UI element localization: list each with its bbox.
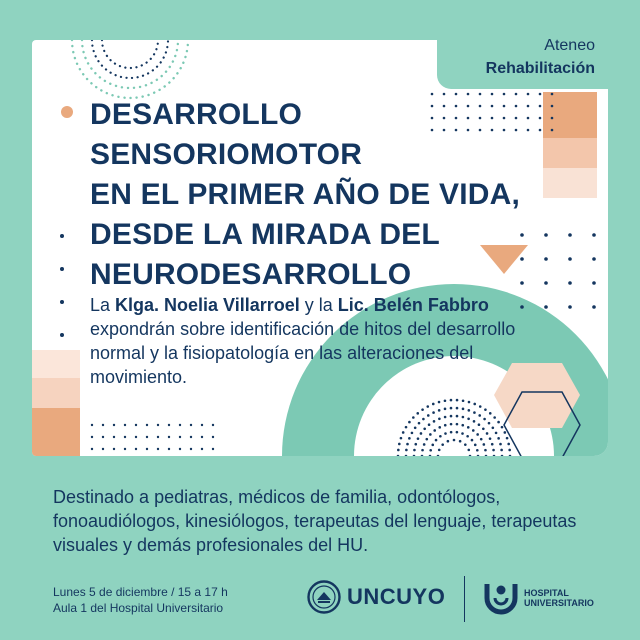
speaker-1: Klga. Noelia Villarroel: [115, 295, 300, 315]
decor-dot: [450, 407, 453, 410]
desc-mid: y la: [299, 295, 338, 315]
badge-label-category: Rehabilitación: [485, 60, 595, 77]
decor-dot: [438, 409, 441, 412]
decor-dot: [551, 105, 554, 108]
decor-dot: [462, 416, 465, 419]
decor-dot: [568, 305, 572, 309]
decor-dot: [450, 423, 453, 426]
decor-dot: [435, 439, 438, 442]
decor-dot: [102, 448, 104, 450]
decor-dot: [179, 436, 181, 438]
decor-dot: [568, 257, 572, 261]
decor-dot: [527, 129, 530, 132]
title-line-1: DESARROLLO: [90, 98, 302, 131]
decor-dot: [450, 415, 453, 418]
decor-dot: [592, 257, 596, 261]
decor-dot: [438, 426, 441, 429]
decor-dot: [492, 426, 495, 429]
speakers-description: [90, 293, 530, 389]
decor-dot: [444, 416, 447, 419]
decor-dot: [426, 405, 429, 408]
uncuyo-emblem-icon: [307, 580, 341, 614]
decor-dot: [146, 436, 148, 438]
title-line-5: NEURODESARROLLO: [90, 258, 412, 291]
decor-dot: [544, 281, 548, 285]
decor-dot: [493, 416, 496, 419]
decor-dot: [551, 129, 554, 132]
decor-dot: [428, 423, 431, 426]
decor-dot: [480, 438, 483, 441]
decor-dot: [433, 429, 436, 432]
decor-dot: [421, 449, 424, 452]
hospital-line-1: HOSPITAL: [524, 588, 569, 598]
decor-dot: [488, 422, 491, 425]
decor-dot: [592, 281, 596, 285]
decor-dot: [450, 431, 453, 434]
decor-dot: [508, 449, 511, 452]
decor-dot: [168, 436, 170, 438]
decor-dot: [501, 426, 504, 429]
decor-dot: [190, 436, 192, 438]
decor-dot: [482, 427, 485, 430]
event-info: [53, 584, 228, 616]
decor-dot: [444, 399, 447, 402]
decor-dot: [438, 401, 441, 404]
decor-dot: [551, 117, 554, 120]
decor-dot: [520, 281, 524, 285]
decor-dot: [544, 305, 548, 309]
decor-dot: [497, 437, 500, 440]
decor-dot: [468, 409, 471, 412]
category-tab: [437, 25, 608, 89]
decor-dot: [484, 408, 487, 411]
logo-divider: [464, 576, 465, 622]
decor-dot: [423, 443, 426, 446]
decor-dot: [456, 407, 459, 410]
decor-dot: [438, 417, 441, 420]
decor-dot: [473, 411, 476, 414]
decor-dot: [453, 439, 456, 442]
event-location: Aula 1 del Hospital Universitario: [53, 601, 224, 615]
decor-dot: [433, 420, 436, 423]
decor-dot: [478, 414, 481, 417]
desc-pre: La: [90, 295, 116, 315]
decor-dot: [135, 436, 137, 438]
decor-dot: [439, 435, 442, 438]
decor-dot: [113, 424, 115, 426]
decor-dot: [495, 432, 498, 435]
decor-dot: [212, 448, 214, 450]
decor-dot: [489, 412, 492, 415]
decor-dot: [420, 432, 423, 435]
decor-dot: [408, 437, 411, 440]
title-line-2: SENSORIOMOTOR: [90, 138, 363, 171]
decor-dot: [398, 443, 401, 446]
decor-dot: [520, 233, 524, 237]
decor-dot: [476, 449, 479, 452]
decor-dot: [179, 424, 181, 426]
decor-dot: [157, 436, 159, 438]
decor-dot: [489, 437, 492, 440]
decor-dot: [91, 424, 93, 426]
decor-dot: [483, 418, 486, 421]
decor-dot: [146, 424, 148, 426]
decor-dot: [499, 443, 502, 446]
badge-label-ateneo: Ateneo: [544, 37, 595, 54]
decor-dot: [527, 93, 530, 96]
decor-dot: [190, 424, 192, 426]
decor-dot: [444, 424, 447, 427]
decor-dot: [467, 449, 470, 452]
decor-dot: [201, 448, 203, 450]
decor-dot: [520, 257, 524, 261]
decor-dot: [418, 422, 421, 425]
decor-dot: [544, 233, 548, 237]
decor-dot: [438, 449, 441, 452]
decor-dot: [506, 437, 509, 440]
decor-dot: [408, 421, 411, 424]
decor-dot: [444, 432, 447, 435]
hospital-wordmark: [524, 588, 594, 608]
audience-text: Destinado a pediatras, médicos de familia, odontólogos, fonoaudiólogos, kinesiólogos, terapeutas del lenguaje, terapeutas visuales y demás profesionales del HU.: [53, 487, 577, 555]
decor-dot: [456, 423, 459, 426]
decor-dot: [539, 129, 542, 132]
decor-dot: [416, 412, 419, 415]
decor-dot: [462, 399, 465, 402]
decor-dot: [484, 449, 487, 452]
decor-dot: [456, 431, 459, 434]
decor-dot: [429, 433, 432, 436]
decor-dot: [592, 233, 596, 237]
title-line-3: EN EL PRIMER AÑO DE VIDA,: [90, 178, 521, 211]
desc-rest: expondrán sobre identificación de hitos del desarrollo normal y la fisiopatología en las alteraciones del movimiento.: [90, 319, 516, 387]
decor-dot: [461, 424, 464, 427]
decor-dot: [425, 438, 428, 441]
decor-dot: [400, 437, 403, 440]
decor-dot: [201, 424, 203, 426]
decor-dot: [402, 431, 405, 434]
decor-dot: [504, 431, 507, 434]
decor-dot: [444, 408, 447, 411]
event-date-time: Lunes 5 de diciembre / 15 a 17 h: [53, 585, 228, 599]
decor-dot: [423, 427, 426, 430]
decor-dot: [483, 443, 486, 446]
decor-dot: [413, 449, 416, 452]
decor-dot: [527, 105, 530, 108]
hospital-emblem-icon: [482, 580, 520, 616]
hospital-line-2: UNIVERSITARIO: [524, 598, 594, 608]
decor-dot: [432, 411, 435, 414]
decor-dot: [212, 424, 214, 426]
decor-dot: [168, 424, 170, 426]
uncuyo-wordmark: UNCUYO: [347, 584, 446, 609]
decor-dot: [124, 448, 126, 450]
decor-dot: [405, 426, 408, 429]
decor-dot: [467, 417, 470, 420]
decor-dot: [539, 117, 542, 120]
decor-dot: [431, 444, 434, 447]
decor-dot: [539, 105, 542, 108]
decor-dot: [568, 233, 572, 237]
decor-dot: [201, 436, 203, 438]
page-title: [90, 95, 520, 295]
decor-dot: [91, 436, 93, 438]
decor-dot: [450, 399, 453, 402]
decor-dot: [421, 408, 424, 411]
decor-dot: [429, 449, 432, 452]
decor-dot: [497, 421, 500, 424]
decor-dot: [146, 448, 148, 450]
decor-dot: [414, 426, 417, 429]
decor-dot: [473, 420, 476, 423]
decor-dot: [456, 415, 459, 418]
decor-dot: [464, 443, 467, 446]
decor-dot: [551, 93, 554, 96]
decor-dot: [422, 418, 425, 421]
decor-dot: [406, 443, 409, 446]
decor-dot: [500, 449, 503, 452]
decor-dot: [113, 448, 115, 450]
decor-dot: [539, 93, 542, 96]
hospital-logo: [482, 580, 594, 616]
decor-dot: [466, 435, 469, 438]
decor-dot: [405, 449, 408, 452]
decor-dot: [568, 281, 572, 285]
decor-dot: [461, 432, 464, 435]
decor-dot: [102, 424, 104, 426]
decor-dot: [157, 448, 159, 450]
decor-dot: [212, 436, 214, 438]
decor-dot: [472, 429, 475, 432]
decor-dot: [397, 449, 400, 452]
decor-dot: [492, 449, 495, 452]
decor-dot: [427, 414, 430, 417]
decor-dot: [113, 436, 115, 438]
decor-dot: [135, 448, 137, 450]
decor-dot: [124, 424, 126, 426]
decor-dot: [468, 401, 471, 404]
decor-dot: [168, 448, 170, 450]
decor-dot: [441, 443, 444, 446]
decor-dot: [467, 426, 470, 429]
title-line-4: DESDE LA MIRADA DEL: [90, 218, 440, 251]
decor-dot: [507, 443, 510, 446]
decor-dot: [486, 432, 489, 435]
uncuyo-logo: [307, 580, 445, 614]
decor-dot: [491, 443, 494, 446]
decor-dot: [459, 440, 462, 443]
decor-dot: [473, 403, 476, 406]
decor-dot: [478, 423, 481, 426]
decor-dot: [411, 432, 414, 435]
decor-dot: [179, 448, 181, 450]
decor-dot: [432, 403, 435, 406]
decor-dot: [471, 439, 474, 442]
decor-dot: [462, 408, 465, 411]
decor-dot: [479, 405, 482, 408]
decor-dot: [91, 448, 93, 450]
decor-dot: [474, 444, 477, 447]
speaker-2: Lic. Belén Fabbro: [337, 295, 489, 315]
decor-dot: [592, 305, 596, 309]
decor-dot: [447, 440, 450, 443]
decor-dot: [476, 433, 479, 436]
decor-dot: [527, 117, 530, 120]
decor-dot: [190, 448, 192, 450]
decor-dot: [417, 437, 420, 440]
decor-dot: [544, 257, 548, 261]
decor-dot: [412, 416, 415, 419]
decor-dot: [102, 436, 104, 438]
decor-dot: [414, 443, 417, 446]
decor-dot: [135, 424, 137, 426]
decor-dot: [456, 399, 459, 402]
decor-dot: [124, 436, 126, 438]
decor-dot: [157, 424, 159, 426]
